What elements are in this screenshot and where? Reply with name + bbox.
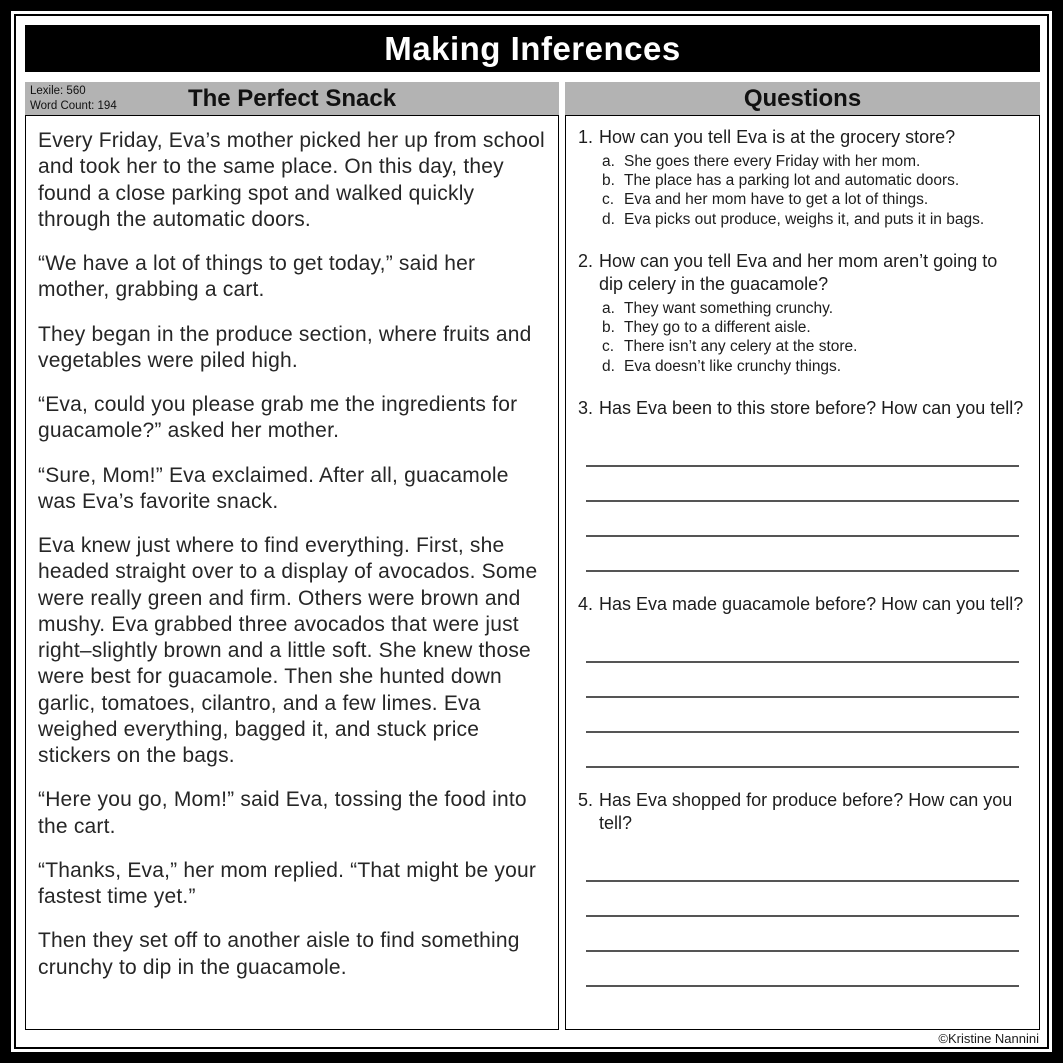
question-number: 5. <box>578 789 594 810</box>
choice-list <box>602 152 1025 229</box>
choice-text: She goes there every Friday with her mom. <box>624 153 921 171</box>
choice-text: Eva doesn’t like crunchy things. <box>624 357 842 375</box>
choice-text: They go to a different aisle. <box>624 319 811 337</box>
choice-letter: c. <box>602 191 615 209</box>
question-item-1 <box>578 126 1025 229</box>
question-text: Has Eva shopped for produce before? How can you tell? <box>599 789 1013 833</box>
question-item-2 <box>578 250 1025 376</box>
question-text: Has Eva been to this store before? How can you tell? <box>599 397 1024 418</box>
question-item-3 <box>578 397 1025 572</box>
answer-line <box>586 502 1019 537</box>
question-heading <box>578 250 1025 296</box>
choice-letter: a. <box>602 299 615 317</box>
passage-paragraph: Then they set off to another aisle to find something crunchy to dip in the guacamole. <box>38 929 520 979</box>
answer-line <box>586 952 1019 987</box>
copyright-credit: ©Kristine Nannini <box>938 1031 1039 1046</box>
choice-letter: d. <box>602 357 615 375</box>
question-heading <box>578 126 1025 149</box>
passage-meta <box>30 84 117 113</box>
choice-text: They want something crunchy. <box>624 299 834 317</box>
choice-item <box>602 171 1025 190</box>
choice-item <box>602 210 1025 229</box>
answer-line <box>586 882 1019 917</box>
passage-paragraph: Eva knew just where to find everything. First, she headed straight over to a display of avocados. Some were really green and firm. Others were brown and mushy. Eva grabbed three avocados that were just right–slightly brown and a little soft. She knew those were best for guacamole. Then she hunted down garlic, tomatoes, cilantro, and a few limes. Eva weighed everything, bagged it, and stuck price stickers on the bags. <box>38 534 538 767</box>
title-bar <box>25 25 1040 72</box>
answer-line <box>586 432 1019 467</box>
choice-item <box>602 299 1025 318</box>
passage-paragraph: They began in the produce section, where fruits and vegetables were piled high. <box>38 322 532 372</box>
choice-item <box>602 318 1025 337</box>
answer-line <box>586 663 1019 698</box>
question-text: How can you tell Eva is at the grocery store? <box>599 127 956 147</box>
passage-paragraph: “Here you go, Mom!” said Eva, tossing the food into the cart. <box>38 788 527 838</box>
choice-list <box>602 299 1025 376</box>
answer-lines <box>586 628 1019 768</box>
passage-header <box>25 82 559 115</box>
question-text: Has Eva made guacamole before? How can you tell? <box>599 593 1024 614</box>
answer-line <box>586 467 1019 502</box>
word-count-label: Word Count: 194 <box>30 99 117 112</box>
question-item-4 <box>578 593 1025 768</box>
answer-lines <box>586 432 1019 572</box>
question-heading <box>578 397 1025 420</box>
question-number: 4. <box>578 593 594 614</box>
passage-paragraph: “Thanks, Eva,” her mom replied. “That might be your fastest time yet.” <box>38 858 537 908</box>
question-heading <box>578 593 1025 616</box>
answer-line <box>586 537 1019 572</box>
questions-body <box>565 115 1040 1030</box>
choice-text: There isn’t any celery at the store. <box>624 338 858 356</box>
choice-letter: b. <box>602 319 615 337</box>
choice-text: Eva picks out produce, weighs it, and puts it in bags. <box>624 210 985 228</box>
answer-line <box>586 917 1019 952</box>
question-number: 1. <box>578 127 594 147</box>
question-number: 2. <box>578 250 594 271</box>
answer-line <box>586 698 1019 733</box>
choice-text: Eva and her mom have to get a lot of things. <box>624 191 929 209</box>
passage-paragraph: “Eva, could you please grab me the ingredients for guacamole?” asked her mother. <box>38 393 518 443</box>
answer-lines <box>586 847 1019 987</box>
answer-line <box>586 628 1019 663</box>
answer-line <box>586 733 1019 768</box>
choice-letter: a. <box>602 153 615 171</box>
passage-paragraph: Every Friday, Eva’s mother picked her up from school and took her to the same place. On this day, they found a close parking spot and walked quickly through the automatic doors. <box>38 129 545 231</box>
question-heading <box>578 789 1025 835</box>
questions-title: Questions <box>743 85 862 112</box>
passage-paragraph: “We have a lot of things to get today,” said her mother, grabbing a cart. <box>38 252 476 302</box>
passage-paragraph: “Sure, Mom!” Eva exclaimed. After all, guacamole was Eva’s favorite snack. <box>38 463 509 513</box>
answer-line <box>586 847 1019 882</box>
choice-item <box>602 152 1025 171</box>
questions-header <box>565 82 1040 115</box>
question-item-5 <box>578 789 1025 987</box>
passage-title: The Perfect Snack <box>187 85 397 112</box>
choice-letter: d. <box>602 210 615 228</box>
question-text: How can you tell Eva and her mom aren’t going to dip celery in the guacamole? <box>599 250 998 294</box>
choice-item <box>602 337 1025 356</box>
lexile-label: Lexile: 560 <box>30 85 86 97</box>
question-number: 3. <box>578 397 594 418</box>
choice-letter: c. <box>602 338 615 356</box>
passage-body <box>25 115 559 1030</box>
choice-item <box>602 190 1025 209</box>
page-title: Making Inferences <box>384 29 681 67</box>
choice-item <box>602 357 1025 376</box>
choice-text: The place has a parking lot and automatic doors. <box>624 172 960 190</box>
choice-letter: b. <box>602 172 615 190</box>
